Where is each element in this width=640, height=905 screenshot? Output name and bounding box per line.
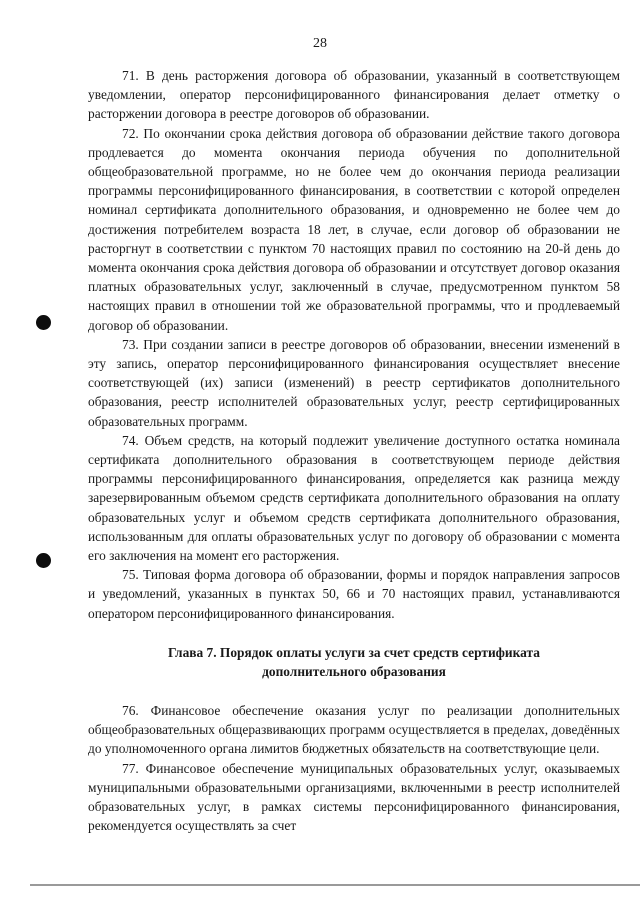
document-body <box>88 66 620 835</box>
paragraph-74: 74. Объем средств, на который подлежит увеличение доступного остатка номинала сертификата дополнительного образования в соответствующем периоде действия программы персонифицированного финансирования, определяется как разница между зарезервированным объемом средств сертификата дополнительного образования на оплату образовательных услуг и объемом средств сертификата дополнительного образования, использованным для оплаты образовательных услуг по договору об образовании с момента его заключения на момент его расторжения. <box>88 432 620 564</box>
chapter-heading: Глава 7. Порядок оплаты услуги за счет средств сертификата дополнительного образования <box>168 644 540 679</box>
paragraph-72: 72. По окончании срока действия договора об образовании действие такого договора продлевается до момента окончания периода обучения по дополнительной общеобразовательной программе, но не более чем до окончания периода реализации программы персонифицированного финансирования, в соответствии с которой определен номинал сертификата дополнительного образования, и одновременно не более чем до достижения потребителем возраста 18 лет, в случае, если договор об образовании не расторгнут в соответствии с пунктом 70 настоящих правил по состоянию на 20-й день до момента окончания срока действия договора об образовании и отсутствует договор оказания платных образовательных услуг, заключенный в случае, предусмотренном пунктом 58 настоящих правил в отношении той же образовательной программы, что и продлеваемый договор об образовании. <box>88 125 620 333</box>
scan-bottom-edge <box>30 884 640 886</box>
paragraph-77: 77. Финансовое обеспечение муниципальных образовательных услуг, оказываемых муниципальными образовательными организациями, включенными в реестр исполнителей образовательных услуг, в рамках системы персонифицированного финансирования, рекомендуется осуществлять за счет <box>88 760 620 834</box>
punch-hole-mark <box>36 553 51 568</box>
page-number: 28 <box>313 36 327 51</box>
paragraph-71: 71. В день расторжения договора об образовании, указанный в соответствующем уведомлении, оператор персонифицированного финансирования делает отметку о расторжении договора в реестре договоров об образовании. <box>88 68 620 122</box>
paragraph-75: 75. Типовая форма договора об образовании, формы и порядок направления запросов и уведомлений, указанных в пунктах 50, 66 и 70 настоящих правил, устанавливаются оператором персонифицированного финансирования. <box>88 567 620 621</box>
paragraph-73: 73. При создании записи в реестре договоров об образовании, внесении изменений в эту запись, оператор персонифицированного финансирования осуществляет внесение соответствующей (их) записи (изменений) в реестр сертификатов дополнительного образования, реестр исполнителей образовательных услуг, реестр сертифицированных образовательных программ. <box>88 336 620 429</box>
punch-hole-mark <box>36 315 51 330</box>
paragraph-76: 76. Финансовое обеспечение оказания услуг по реализации дополнительных общеобразовательных общеразвивающих программ осуществляется в пределах, доведённых до уполномоченного органа лимитов бюджетных обязательств на соответствующие цели. <box>88 702 620 757</box>
